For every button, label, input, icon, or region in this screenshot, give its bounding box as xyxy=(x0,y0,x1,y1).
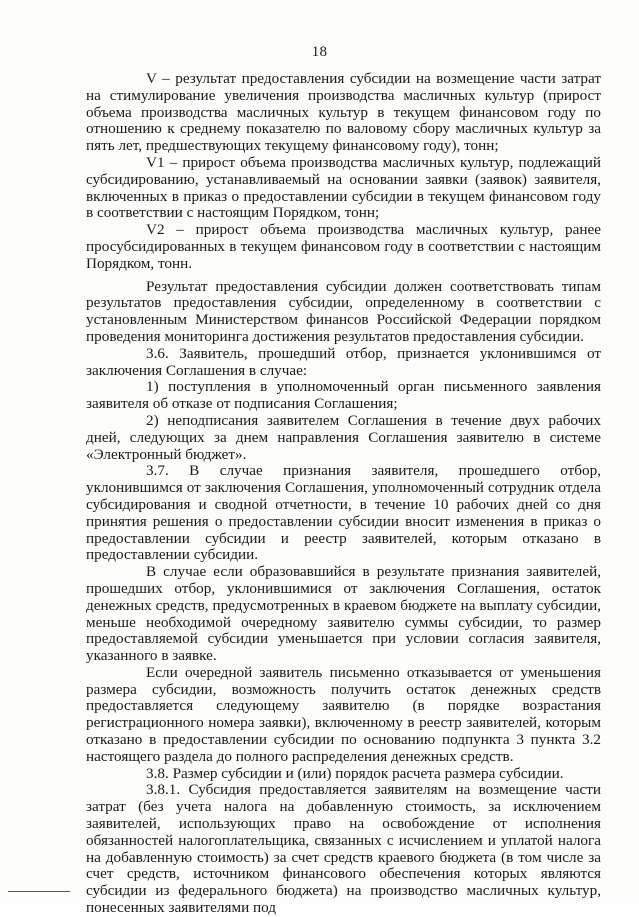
paragraph-v1-definition: V1 – прирост объема производства масличных культур, подлежащий субсидированию, устанавливаемый на основании заявки (заявок) заявителя, включенных в приказ о предоставлении субсидии в текущем финансовом году в соответствии с настоящим Порядком, тонн; xyxy=(86,153,601,222)
paragraph-v2-definition: V2 – прирост объема производства масличных культур, ранее просубсидированных в текущем финансовом году в соответствии с настоящим Порядком, тонн. xyxy=(86,221,601,272)
page-number: 18 xyxy=(311,44,328,60)
paragraph-v-definition: V – результат предоставления субсидии на возмещение части затрат на стимулирование увеличения производства масличных культур (прирост объема производства масличных культур в текущем финансовом году по отношению к среднему показателю по валовому сбору масличных культур за пять лет, предшествующих текущему финансовому году), тонн; xyxy=(86,70,601,155)
paragraph-3-6: 3.6. Заявитель, прошедший отбор, признается уклонившимся от заключения Соглашения в случае: xyxy=(86,344,601,379)
paragraph-3-8: 3.8. Размер субсидии и (или) порядок расчета размера субсидии. xyxy=(146,764,564,782)
paragraph-3-7: 3.7. В случае признания заявителя, прошедшего отбор, уклонившимся от заключения Соглашения, уполномоченный сотрудник отдела субсидирования и сводной отчетности, в течение 10 рабочих дней со дня принятия решения о предоставлении субсидии вносит изменения в приказ о предоставлении субсидии и реестр заявителей, которым отказано в предоставлении субсидии. xyxy=(86,462,601,564)
paragraph-3-6-item-2: 2) неподписания заявителем Соглашения в течение двух рабочих дней, следующих за днем направления Соглашения заявителю в системе «Электронный бюджет». xyxy=(86,411,601,463)
paragraph-subsidy-result: Результат предоставления субсидии должен соответствовать типам результатов предоставления субсидии, определенному в соответствии с установленным Министерством финансов Российской Федерации порядком проведения мониторинга достижения результатов предоставления субсидии. xyxy=(86,277,601,345)
paragraph-3-8-1: 3.8.1. Субсидия предоставляется заявителям на возмещение части затрат (без учета налога на добавленную стоимость, за исключением заявителей, использующих право на освобождение от исполнения обязанностей налогоплательщика, связанных с исчислением и уплатой налога на добавленную стоимость) за счет средств краевого бюджета (в том числе за счет средств, источником финансового обеспечения которых являются субсидии из федерального бюджета) на производство масличных культур, понесенных заявителями под xyxy=(86,781,601,917)
paragraph-3-7-refusal: Если очередной заявитель письменно отказывается от уменьшения размера субсидии, возможность получить остаток денежных средств предоставляется следующему заявителю (в порядке возрастания регистрационного номера заявки), включенному в реестр заявителей, которым отказано в предоставлении субсидии по основанию подпункта 3 пункта 3.2 настоящего раздела до полного распределения денежных средств. xyxy=(86,663,601,765)
paragraph-3-6-item-1: 1) поступления в уполномоченный орган письменного заявления заявителя об отказе от подписания Соглашения; xyxy=(86,378,601,413)
paragraph-3-7-remaining-funds: В случае если образовавшийся в результате признания заявителей, прошедших отбор, уклонившимися от заключения Соглашения, остаток денежных средств, предусмотренных в краевом бюджете на выплату субсидии, меньше необходимой очередному заявителю суммы субсидии, то размер предоставляемой субсидии уменьшается при условии согласия заявителя, указанного в заявке. xyxy=(86,563,601,665)
document-body xyxy=(86,71,601,917)
footnote-divider xyxy=(8,891,70,892)
